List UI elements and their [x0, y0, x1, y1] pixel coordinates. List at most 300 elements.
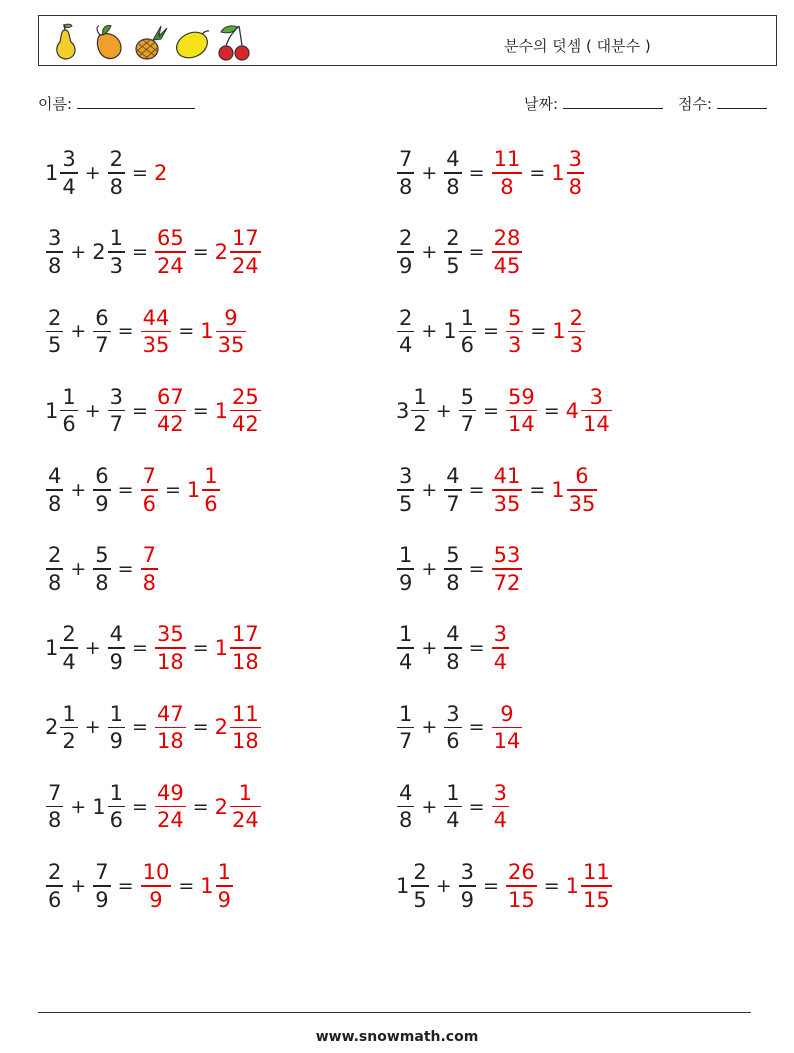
numerator: 3: [589, 384, 604, 409]
plus-sign: +: [435, 399, 452, 422]
fraction: [506, 384, 537, 438]
fraction: [492, 146, 523, 200]
answer: [154, 161, 168, 185]
fraction: [581, 384, 612, 438]
numerator: 3: [109, 384, 124, 409]
numerator: 4: [109, 622, 124, 647]
fraction: [397, 621, 414, 675]
answer: [154, 621, 262, 675]
answer: [154, 225, 262, 279]
denominator: 8: [48, 491, 62, 516]
fraction: [141, 305, 172, 359]
equals-sign: =: [468, 558, 485, 580]
denominator: 7: [460, 412, 475, 437]
fraction: [155, 780, 186, 834]
fraction: [108, 780, 125, 834]
equals-sign: =: [132, 399, 148, 422]
numerator: 10: [142, 860, 170, 885]
equals-sign: =: [468, 241, 485, 264]
answer: [491, 463, 599, 517]
denominator: 6: [142, 491, 156, 516]
problem-item: [396, 141, 585, 205]
numerator: 28: [493, 226, 521, 251]
numerator: 2: [569, 305, 584, 330]
improper-answer: [154, 384, 187, 438]
answer: [154, 780, 262, 834]
fraction: [155, 621, 186, 675]
plus-sign: +: [421, 716, 438, 739]
numerator: 49: [156, 780, 184, 805]
numerator: 3: [460, 860, 475, 885]
fraction: [459, 305, 476, 359]
fraction: [568, 305, 585, 359]
whole-number: 1: [200, 873, 214, 898]
denominator: 6: [446, 729, 460, 754]
improper-answer: [505, 384, 538, 438]
fraction: [141, 542, 158, 596]
answer: [505, 859, 613, 913]
whole-number: 1: [214, 636, 228, 661]
numerator: 4: [446, 622, 460, 647]
fraction: [397, 780, 414, 834]
fraction: [492, 542, 523, 596]
denominator: 14: [493, 729, 521, 754]
fraction: [230, 701, 261, 755]
denominator: 4: [399, 333, 413, 358]
denominator: 4: [493, 808, 507, 833]
equals-sign: =: [132, 241, 148, 264]
first-addend: [45, 305, 64, 359]
equals-sign: =: [529, 478, 546, 501]
numerator: 7: [48, 780, 62, 805]
whole-number: 2: [214, 794, 228, 819]
first-addend: [396, 463, 415, 517]
denominator: 9: [109, 649, 124, 674]
fraction: [492, 621, 509, 675]
equals-sign: =: [468, 716, 485, 739]
numerator: 35: [156, 622, 184, 647]
numerator: 11: [232, 701, 259, 726]
equals-sign: =: [164, 478, 181, 501]
second-addend: [107, 701, 126, 755]
second-addend: [92, 542, 111, 596]
fraction: [397, 305, 414, 359]
improper-answer: [140, 305, 173, 359]
fraction: [567, 463, 598, 517]
fraction: [397, 542, 414, 596]
equals-sign: =: [178, 874, 195, 897]
second-addend: [458, 859, 477, 913]
second-addend: [443, 463, 462, 517]
first-addend: [396, 146, 415, 200]
date-field: [524, 93, 663, 114]
first-addend: [396, 701, 415, 755]
numerator: 59: [507, 384, 535, 409]
second-addend: [92, 463, 111, 517]
numerator: 9: [500, 701, 514, 726]
denominator: 72: [493, 570, 521, 595]
whole-number: 2: [214, 715, 228, 740]
name-field: [38, 93, 195, 114]
plus-sign: +: [70, 241, 87, 264]
fraction: [216, 305, 247, 359]
numerator: 6: [95, 305, 109, 330]
denominator: 15: [583, 887, 610, 912]
second-addend: [92, 859, 111, 913]
numerator: 2: [109, 147, 124, 172]
fraction: [230, 780, 261, 834]
fraction: [155, 384, 186, 438]
plus-sign: +: [70, 558, 87, 580]
fraction: [46, 305, 63, 359]
equals-sign: =: [132, 716, 148, 739]
first-addend: [45, 859, 64, 913]
equals-sign: =: [192, 795, 209, 818]
fraction: [444, 621, 461, 675]
problem-item: [396, 775, 510, 839]
fraction: [60, 621, 77, 675]
numerator: 3: [568, 147, 582, 172]
fraction: [444, 701, 461, 755]
mixed-answer: [551, 146, 585, 200]
improper-answer: [154, 701, 187, 755]
answer: [154, 701, 262, 755]
footer-divider: [38, 1012, 751, 1013]
improper-answer: [491, 463, 524, 517]
denominator: 9: [95, 887, 109, 912]
answer: [491, 701, 524, 755]
denominator: 8: [446, 174, 460, 199]
second-addend: [92, 780, 126, 834]
numerator: 1: [204, 464, 218, 489]
denominator: 6: [62, 412, 76, 437]
numerator: 1: [109, 780, 124, 805]
fraction: [46, 859, 63, 913]
whole-number: 1: [443, 319, 457, 344]
answer: [140, 305, 248, 359]
fraction: [202, 463, 219, 517]
improper-answer: [140, 859, 173, 913]
denominator: 18: [232, 729, 259, 754]
numerator: 11: [583, 860, 610, 885]
plus-sign: +: [421, 241, 438, 264]
numerator: 17: [232, 622, 259, 647]
whole-number: 1: [551, 161, 565, 185]
denominator: 35: [142, 333, 170, 358]
plus-sign: +: [70, 478, 87, 501]
equals-sign: =: [192, 716, 209, 739]
numerator: 2: [446, 226, 460, 251]
denominator: 4: [493, 649, 507, 674]
answer: [491, 780, 510, 834]
numerator: 4: [399, 780, 413, 805]
second-addend: [443, 225, 462, 279]
denominator: 24: [232, 253, 259, 278]
numerator: 1: [109, 701, 124, 726]
second-addend: [443, 780, 462, 834]
denominator: 7: [446, 491, 460, 516]
denominator: 4: [446, 808, 460, 833]
whole-number: 4: [565, 398, 579, 423]
mixed-answer: [215, 701, 262, 755]
first-addend: [45, 621, 79, 675]
numerator: 3: [48, 226, 62, 251]
problem-item: [396, 379, 613, 443]
pineapple-icon: [131, 22, 169, 62]
equals-sign: =: [117, 558, 134, 580]
fraction: [60, 384, 77, 438]
denominator: 5: [446, 253, 460, 278]
denominator: 35: [493, 491, 521, 516]
fraction: [155, 225, 186, 279]
fraction: [411, 859, 428, 913]
denominator: 24: [232, 808, 259, 833]
improper-answer: [491, 146, 524, 200]
name-label: 이름:: [38, 95, 73, 113]
fraction: [216, 859, 233, 913]
fraction: [397, 225, 414, 279]
denominator: 7: [399, 729, 413, 754]
denominator: 14: [507, 412, 535, 437]
equals-sign: =: [468, 162, 485, 184]
mixed-answer: [187, 463, 221, 517]
denominator: 9: [217, 887, 231, 912]
problem-item: [45, 775, 262, 839]
problem-item: [396, 299, 586, 363]
mixed-answer: [566, 859, 613, 913]
plus-sign: +: [421, 637, 438, 660]
fraction: [93, 305, 110, 359]
fraction: [506, 859, 537, 913]
numerator: 1: [460, 305, 475, 330]
plus-sign: +: [84, 637, 101, 660]
equals-sign: =: [117, 478, 134, 501]
first-addend: [396, 859, 430, 913]
denominator: 42: [156, 412, 184, 437]
fraction: [567, 146, 584, 200]
numerator: 4: [48, 464, 62, 489]
improper-answer: [154, 225, 187, 279]
numerator: 3: [446, 701, 460, 726]
whole-number: 1: [45, 161, 59, 185]
problem-item: [45, 854, 234, 918]
whole-number: 2: [153, 161, 168, 185]
numerator: 3: [493, 622, 507, 647]
equals-sign: =: [543, 874, 560, 897]
denominator: 4: [399, 649, 413, 674]
problem-item: [45, 379, 262, 443]
denominator: 9: [399, 253, 413, 278]
problem-item: [396, 537, 523, 601]
plus-sign: +: [421, 162, 438, 184]
denominator: 5: [48, 333, 62, 358]
denominator: 6: [109, 808, 124, 833]
numerator: 7: [95, 860, 109, 885]
answer: [140, 859, 234, 913]
numerator: 17: [232, 226, 259, 251]
whole-number: 1: [396, 873, 410, 898]
fraction: [141, 463, 158, 517]
mixed-answer: [551, 463, 598, 517]
whole-number: 3: [396, 398, 410, 423]
date-label: 날짜:: [524, 95, 559, 113]
fraction: [444, 542, 461, 596]
first-addend: [396, 225, 415, 279]
denominator: 8: [48, 253, 62, 278]
denominator: 8: [48, 570, 62, 595]
answer: [491, 146, 585, 200]
pear-icon: [47, 22, 85, 62]
numerator: 2: [48, 305, 62, 330]
numerator: 3: [493, 780, 507, 805]
numerator: 1: [62, 384, 76, 409]
improper-answer: [491, 701, 524, 755]
whole-number: 1: [92, 794, 106, 819]
denominator: 9: [399, 570, 413, 595]
whole-number: 1: [45, 636, 59, 661]
equals-sign: =: [530, 320, 547, 343]
answer: [140, 542, 159, 596]
denominator: 35: [568, 491, 596, 516]
whole-number: 2: [214, 240, 228, 265]
mixed-answer: [215, 384, 262, 438]
problem-item: [45, 458, 221, 522]
denominator: 35: [217, 333, 245, 358]
numerator: 41: [493, 464, 521, 489]
mixed-answer: [200, 305, 247, 359]
plus-sign: +: [84, 716, 101, 739]
mango-icon: [89, 22, 127, 62]
equals-sign: =: [468, 478, 485, 501]
denominator: 3: [109, 253, 124, 278]
fraction: [155, 701, 186, 755]
equals-sign: =: [483, 399, 499, 422]
problem-item: [45, 616, 262, 680]
plus-sign: +: [421, 795, 438, 818]
answer: [505, 305, 586, 359]
whole-number: 1: [186, 477, 201, 502]
fraction: [581, 859, 612, 913]
fraction: [46, 463, 63, 517]
fraction: [444, 146, 461, 200]
denominator: 2: [413, 412, 427, 437]
numerator: 4: [446, 147, 460, 172]
mixed-answer: [566, 384, 613, 438]
denominator: 8: [568, 174, 582, 199]
first-addend: [396, 305, 415, 359]
improper-answer: [491, 225, 524, 279]
second-addend: [107, 621, 126, 675]
numerator: 26: [507, 860, 535, 885]
fraction: [459, 384, 476, 438]
numerator: 1: [399, 701, 413, 726]
denominator: 8: [109, 174, 124, 199]
fraction: [397, 701, 414, 755]
denominator: 3: [569, 333, 584, 358]
numerator: 6: [95, 464, 109, 489]
plus-sign: +: [421, 478, 438, 501]
denominator: 45: [493, 253, 521, 278]
plus-sign: +: [421, 558, 438, 580]
equals-sign: =: [468, 637, 485, 660]
denominator: 4: [62, 649, 76, 674]
numerator: 2: [413, 860, 427, 885]
denominator: 8: [95, 570, 109, 595]
denominator: 4: [62, 174, 76, 199]
whole-number: 2: [45, 715, 59, 740]
numerator: 1: [399, 622, 413, 647]
first-addend: [45, 542, 64, 596]
numerator: 5: [507, 305, 522, 330]
numerator: 1: [238, 780, 253, 805]
date-blank: [563, 94, 663, 109]
numerator: 65: [156, 226, 184, 251]
plus-sign: +: [84, 399, 101, 422]
numerator: 53: [493, 543, 521, 568]
fraction: [108, 384, 125, 438]
denominator: 2: [62, 729, 76, 754]
denominator: 8: [399, 174, 413, 199]
footer-website: www.snowmath.com: [315, 1029, 479, 1045]
problem-item: [45, 299, 247, 363]
name-blank: [77, 94, 195, 109]
fraction: [141, 859, 172, 913]
numerator: 44: [142, 305, 170, 330]
numerator: 3: [399, 464, 413, 489]
fraction: [60, 146, 77, 200]
score-blank: [717, 94, 767, 109]
equals-sign: =: [192, 241, 209, 264]
numerator: 1: [446, 780, 460, 805]
first-addend: [45, 780, 64, 834]
answer: [491, 542, 524, 596]
equals-sign: =: [132, 795, 148, 818]
problem-item: [45, 695, 262, 759]
denominator: 9: [149, 887, 163, 912]
improper-answer: [140, 542, 159, 596]
problem-item: [396, 458, 598, 522]
answer: [140, 463, 221, 517]
mixed-answer: [215, 621, 262, 675]
numerator: 2: [62, 622, 76, 647]
improper-answer: [154, 780, 187, 834]
mixed-answer: [552, 305, 586, 359]
cherry-icon: [215, 22, 253, 62]
second-addend: [92, 305, 111, 359]
fraction: [46, 542, 63, 596]
numerator: 25: [232, 384, 259, 409]
fraction: [444, 463, 461, 517]
numerator: 1: [413, 384, 427, 409]
numerator: 2: [48, 543, 62, 568]
denominator: 5: [399, 491, 413, 516]
denominator: 8: [48, 808, 62, 833]
equals-sign: =: [483, 874, 499, 897]
denominator: 3: [507, 333, 522, 358]
improper-answer: [491, 780, 510, 834]
fraction: [230, 225, 261, 279]
second-addend: [443, 305, 477, 359]
improper-answer: [154, 161, 168, 185]
fraction: [46, 225, 63, 279]
fraction: [93, 859, 110, 913]
improper-answer: [140, 463, 159, 517]
problem-item: [396, 616, 510, 680]
fraction: [93, 542, 110, 596]
second-addend: [107, 384, 126, 438]
improper-answer: [491, 621, 510, 675]
numerator: 7: [142, 543, 156, 568]
